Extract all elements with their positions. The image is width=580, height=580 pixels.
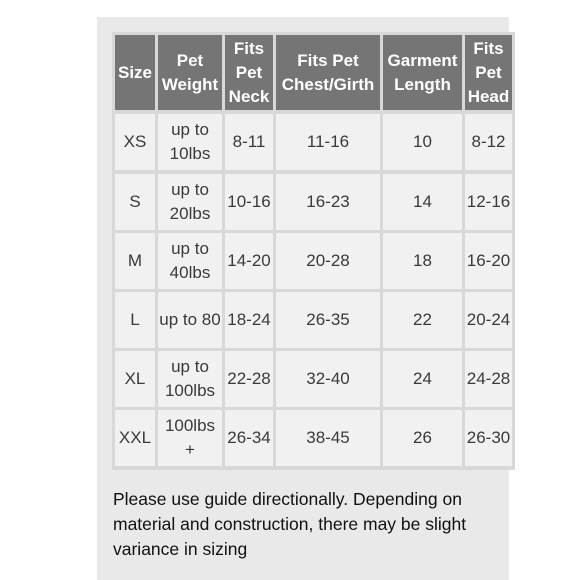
table-cell-neck: 22-28: [225, 351, 273, 407]
table-cell-pet-weight: 100lbs +: [158, 410, 222, 466]
table-cell-neck: 18-24: [225, 292, 273, 348]
table-cell-pet-weight: up to 40lbs: [158, 233, 222, 289]
table-cell-neck: 26-34: [225, 410, 273, 466]
table-cell-chest-girth: 26-35: [276, 292, 380, 348]
table-cell-chest-girth: 32-40: [276, 351, 380, 407]
column-header-garment-length: Garment Length: [383, 35, 462, 110]
table-cell-garment-length: 26: [383, 410, 462, 466]
table-cell-chest-girth: 16-23: [276, 174, 380, 230]
table-cell-neck: 10-16: [225, 174, 273, 230]
table-cell-chest-girth: 11-16: [276, 114, 380, 170]
table-cell-size: S: [115, 174, 155, 230]
table-cell-garment-length: 24: [383, 351, 462, 407]
column-header-size: Size: [115, 35, 155, 110]
table-cell-neck: 8-11: [225, 114, 273, 170]
table-cell-head: 16-20: [465, 233, 512, 289]
table-cell-neck: 14-20: [225, 233, 273, 289]
table-cell-chest-girth: 20-28: [276, 233, 380, 289]
table-cell-garment-length: 18: [383, 233, 462, 289]
table-cell-head: 26-30: [465, 410, 512, 466]
size-chart-table: [112, 32, 515, 470]
table-cell-garment-length: 22: [383, 292, 462, 348]
table-cell-size: M: [115, 233, 155, 289]
table-cell-head: 8-12: [465, 114, 512, 170]
table-cell-size: L: [115, 292, 155, 348]
table-cell-size: XXL: [115, 410, 155, 466]
table-cell-chest-girth: 38-45: [276, 410, 380, 466]
table-cell-pet-weight: up to 100lbs: [158, 351, 222, 407]
table-cell-garment-length: 14: [383, 174, 462, 230]
table-cell-head: 20-24: [465, 292, 512, 348]
table-cell-garment-length: 10: [383, 114, 462, 170]
column-header-head: Fits Pet Head: [465, 35, 512, 110]
column-header-chest-girth: Fits Pet Chest/Girth: [276, 35, 380, 110]
table-cell-size: XS: [115, 114, 155, 170]
table-cell-head: 24-28: [465, 351, 512, 407]
table-cell-pet-weight: up to 20lbs: [158, 174, 222, 230]
table-cell-size: XL: [115, 351, 155, 407]
sizing-note: Please use guide directionally. Depending on material and construction, there may be slight variance in sizing: [113, 489, 467, 559]
table-cell-pet-weight: up to 80: [158, 292, 222, 348]
column-header-pet-weight: Pet Weight: [158, 35, 222, 110]
column-header-neck: Fits Pet Neck: [225, 35, 273, 110]
table-cell-pet-weight: up to 10lbs: [158, 114, 222, 170]
table-cell-head: 12-16: [465, 174, 512, 230]
